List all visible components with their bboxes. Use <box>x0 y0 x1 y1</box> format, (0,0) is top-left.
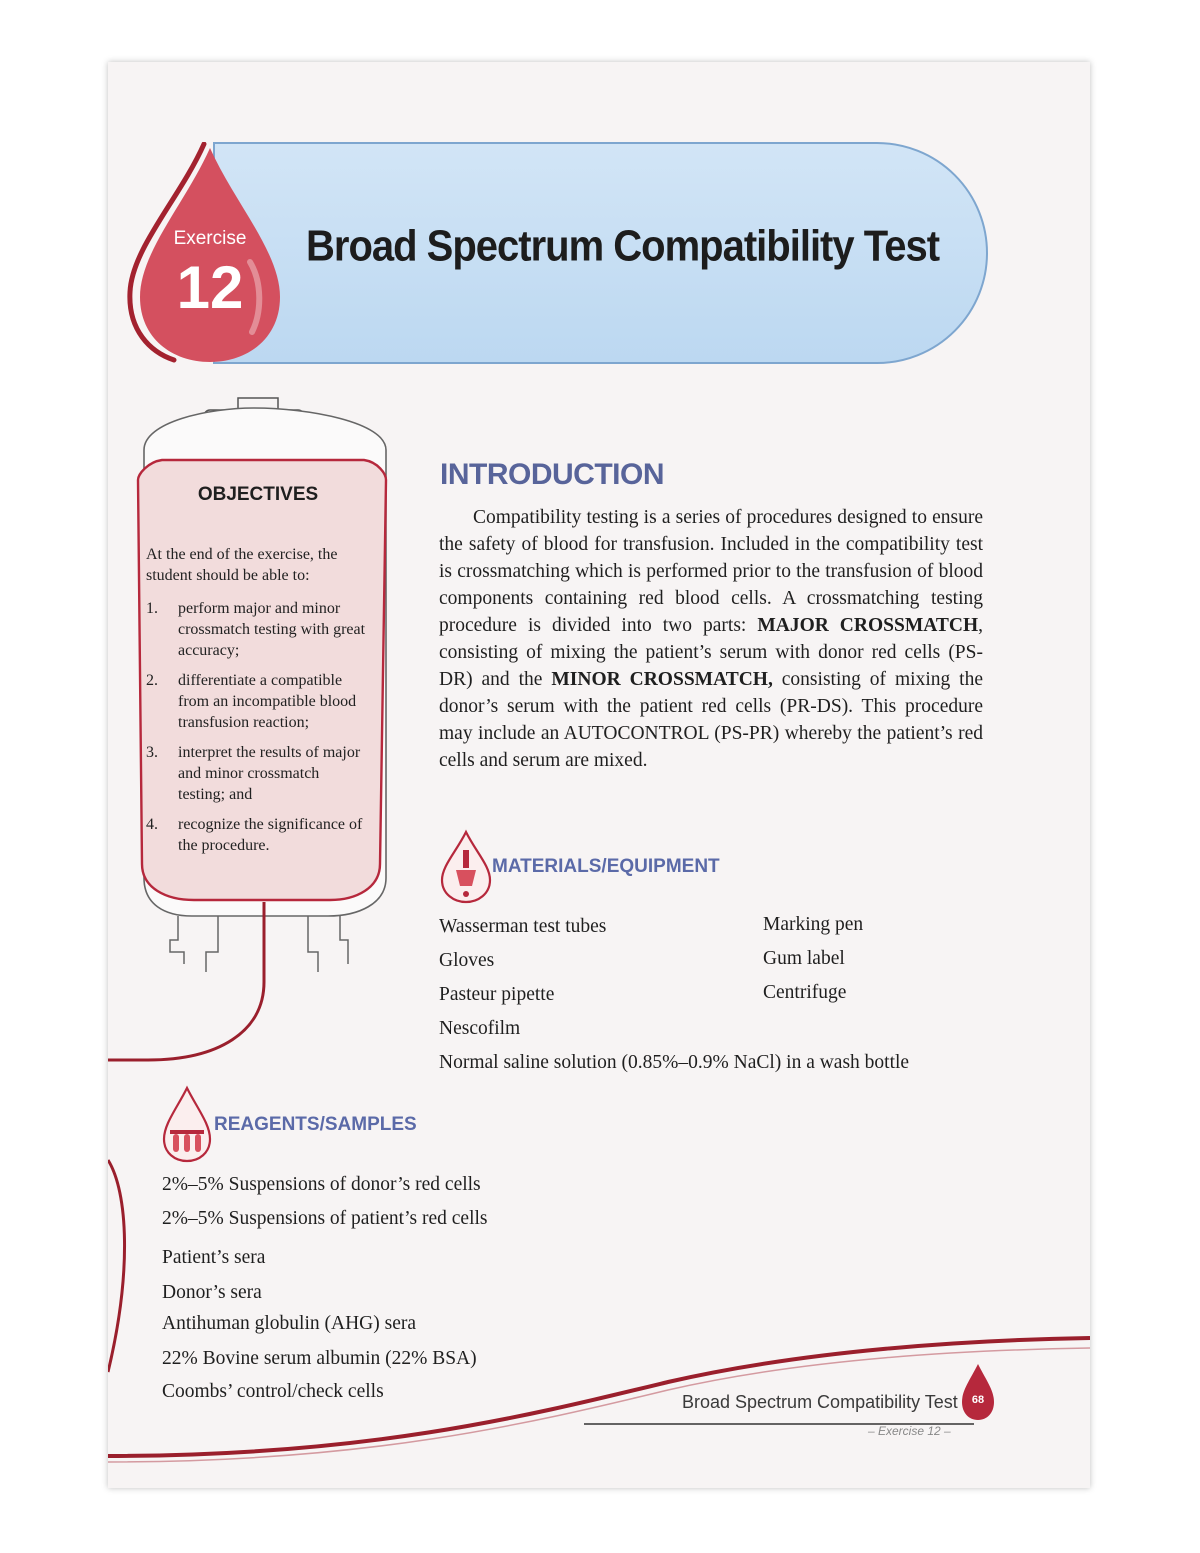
introduction-paragraph: Compatibility testing is a series of procedures designed to ensure the safety of blood for transfusion. Included in the compatibility test is crossmatching which is performed prior to the transfusion of blood components containing red blood cells. A crossmatching testing procedure is divided into two parts: MAJOR CROSSMATCH, consisting of mixing the patient’s serum with donor red cells (PS-DR) and the MINOR CROSSMATCH, consisting of mixing the donor’s serum with the patient red cells (PR-DS). This procedure may include an AUTOCONTROL (PS-PR) whereby the patient’s red cells and serum are mixed. <box>439 507 984 771</box>
page-title: Broad Spectrum Compatibility Test <box>306 222 940 271</box>
reagent-item: Coombs’ control/check cells <box>162 1381 384 1402</box>
page-number-drop-icon <box>960 1362 996 1422</box>
list-item: 4. recognize the significance of the procedure. <box>146 816 363 854</box>
materials-heading: MATERIALS/EQUIPMENT <box>492 856 720 877</box>
test-tubes-drop-icon <box>160 1084 214 1164</box>
material-item: Normal saline solution (0.85%–0.9% NaCl) in a wash bottle <box>439 1052 910 1073</box>
reagent-item: Donor’s sera <box>162 1282 262 1303</box>
exercise-number: 12 <box>176 254 244 321</box>
material-item: Centrifuge <box>763 982 847 1003</box>
objectives-intro: At the end of the exercise, the student should be able to: <box>146 546 338 584</box>
list-item: 1. perform major and minor crossmatch testing with great accuracy; <box>146 600 366 659</box>
objectives-list <box>146 598 368 865</box>
introduction-heading: INTRODUCTION <box>440 458 664 491</box>
material-item: Gloves <box>439 950 495 971</box>
exercise-label: Exercise <box>173 228 247 249</box>
material-item: Wasserman test tubes <box>439 916 607 937</box>
pipette-drop-icon <box>438 828 494 904</box>
reagent-item: Antihuman globulin (AHG) sera <box>162 1313 416 1334</box>
reagents-heading: REAGENTS/SAMPLES <box>214 1114 417 1135</box>
list-item: 3. interpret the results of major and minor crossmatch testing; and <box>146 744 361 803</box>
footer-title: Broad Spectrum Compatibility Test <box>682 1392 958 1412</box>
material-item: Marking pen <box>763 914 864 935</box>
material-item: Nescofilm <box>439 1018 521 1039</box>
page-number: 68 <box>971 1394 985 1406</box>
textbook-page <box>108 62 1090 1488</box>
material-item: Pasteur pipette <box>439 984 555 1005</box>
reagent-item: 2%–5% Suspensions of donor’s red cells <box>162 1174 481 1195</box>
list-item: 2. differentiate a compatible from an incompatible blood transfusion reaction; <box>146 672 357 731</box>
footer-subtitle: – Exercise 12 – <box>868 1424 951 1438</box>
reagent-item: 2%–5% Suspensions of patient’s red cells <box>162 1208 488 1229</box>
reagent-item: 22% Bovine serum albumin (22% BSA) <box>162 1348 477 1369</box>
material-item: Gum label <box>763 948 845 969</box>
objectives-heading: OBJECTIVES <box>197 484 319 505</box>
reagent-item: Patient’s sera <box>162 1247 266 1268</box>
